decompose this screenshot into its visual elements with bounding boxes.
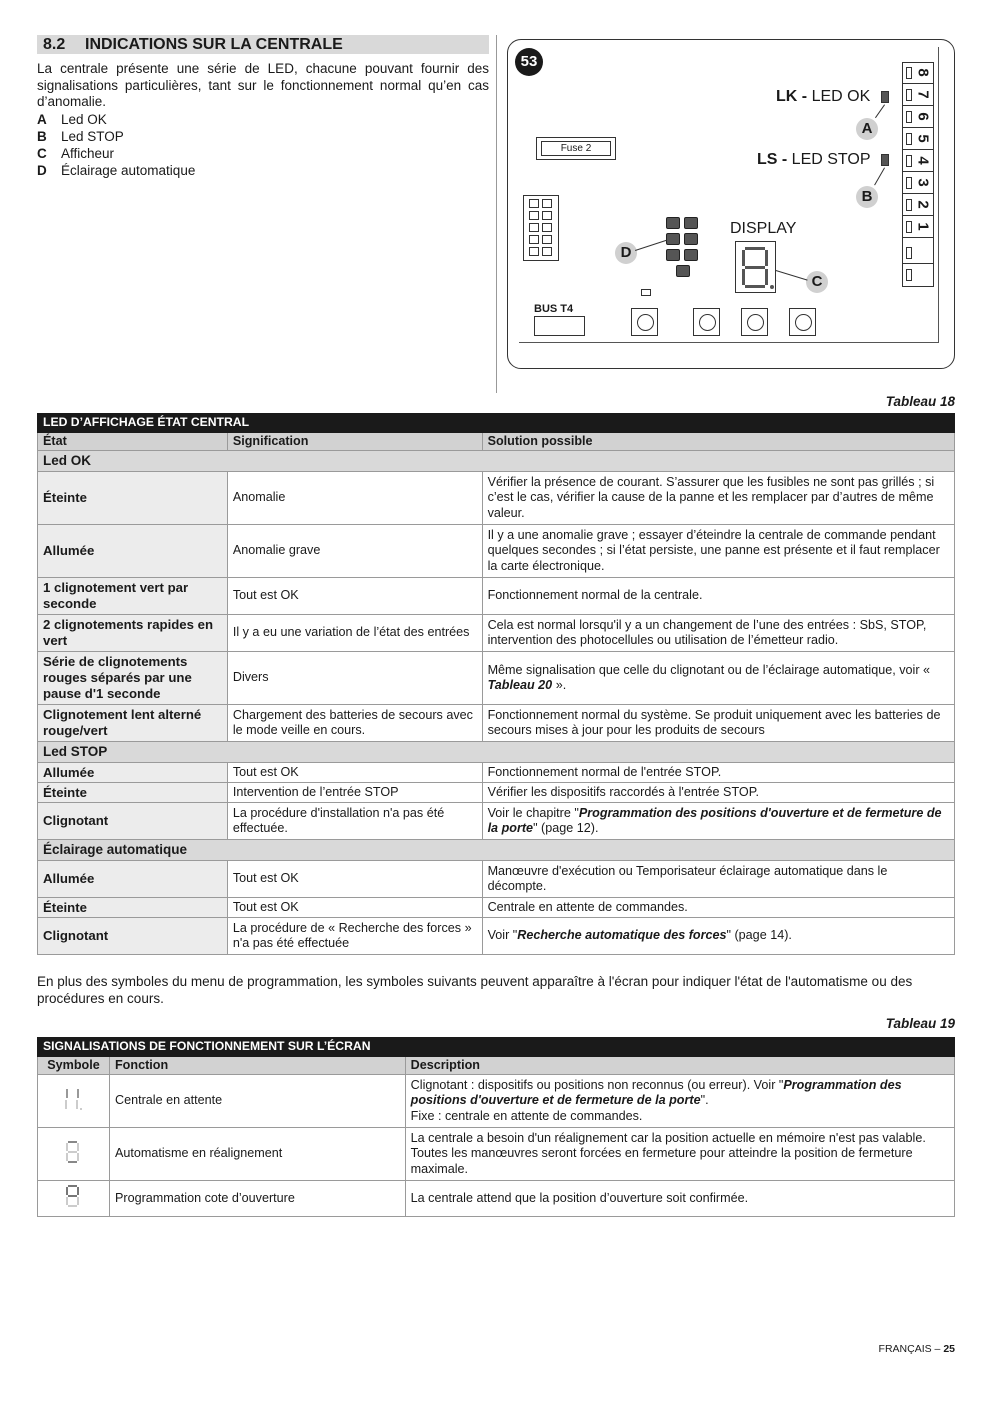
marker-c: C [806,271,828,293]
table-row [38,472,955,525]
solution-cell: Vérifier la présence de courant. S’assurer que les fusibles ne sont pas grillés ; si c’est le cas, vérifier la cause de la panne et les remplacer par d’autres de même valeur. [482,472,954,525]
table-title-row [38,1038,955,1057]
meaning-cell: Anomalie grave [227,525,482,578]
meaning-cell: Tout est OK [227,861,482,898]
light-led [684,233,698,245]
state-cell: Clignotant [38,803,228,840]
terminal-number: 2 [914,200,932,209]
terminal-number: 1 [914,222,932,231]
section-heading [37,35,489,54]
table-row [38,652,955,705]
terminal-number: 7 [914,90,932,99]
legend-key: D [37,163,47,178]
state-cell: Allumée [38,861,228,898]
terminal-block [902,62,934,287]
description-cell: La centrale a besoin d'un réalignement car la position actuelle en mémoire n'est pas valable. Toutes les manœuvres seront forcées en fermeture pour atteindre la position de fermeture maximale. [405,1128,954,1181]
section-title: INDICATIONS SUR LA CENTRALE [85,36,343,53]
table-row [38,803,955,840]
table-row [38,783,955,803]
table-header-row [38,1056,955,1075]
board-button [741,308,768,336]
page-number: 25 [943,1343,955,1355]
state-cell: Éteinte [38,783,228,803]
solution-cell: Fonctionnement normal du système. Se produit uniquement avec les batteries de secours mises à jour pour les produits de secours [482,705,954,742]
legend-label: Éclairage automatique [61,163,196,178]
meaning-cell: Tout est OK [227,898,482,918]
legend-item [37,162,195,179]
state-cell: Série de clignotements rouges séparés par une pause d'1 seconde [38,652,228,705]
terminal-number: 6 [914,112,932,121]
table-row [38,918,955,955]
fuse-label: Fuse 2 [541,141,611,156]
ls-led-label: LS - LED STOP [757,151,871,168]
bus-label: BUS T4 [534,303,574,315]
state-cell: Éteinte [38,472,228,525]
solution-cell: Cela est normal lorsqu'il y a un changement de l’une des entrées : SbS, STOP, intervention des photocellules ou utilisation de l’émetteur radio. [482,615,954,652]
group-name: Led OK [38,451,955,472]
group-name: Led STOP [38,742,955,763]
table19-caption: Tableau 19 [885,1016,955,1031]
terminal-number: 3 [914,178,932,187]
table-row [38,1181,955,1217]
fuse [536,137,616,160]
table-row [38,615,955,652]
terminal-cell [903,243,933,264]
display-label: DISPLAY [730,220,797,237]
solution-cell: Manœuvre d'exécution ou Temporisateur éclairage automatique dans le décompte. [482,861,954,898]
state-cell: Éteinte [38,898,228,918]
opening-position-symbol-icon [63,1182,83,1210]
meaning-cell: Tout est OK [227,578,482,615]
terminal-cell [903,129,933,150]
column-header: Signification [227,432,482,451]
column-header: Description [405,1056,954,1075]
table-row [38,705,955,742]
column-divider [496,35,497,393]
seven-segment-display [735,241,776,293]
bus-connector [534,316,585,336]
table18 [37,413,955,955]
legend-label: Led OK [61,112,107,127]
description-cell: La centrale attend que la position d’ouverture soit confirmée. [405,1181,954,1217]
meaning-cell: La procédure d'installation n'a pas été effectuée. [227,803,482,840]
connector [523,195,559,261]
meaning-cell: Anomalie [227,472,482,525]
table-header-row [38,432,955,451]
table-row [38,1128,955,1181]
solution-cell: Vérifier les dispositifs raccordés à l'entrée STOP. [482,783,954,803]
led-stop [881,154,889,166]
realignment-symbol-icon [63,1138,83,1166]
column-header: Fonction [109,1056,405,1075]
board-button [693,308,720,336]
table-row [38,898,955,918]
table18-caption: Tableau 18 [885,394,955,409]
display-symbol [38,1181,110,1217]
display-symbol [38,1128,110,1181]
terminal-cell [903,217,933,238]
legend-item [37,145,195,162]
legend-label: Led STOP [61,129,124,144]
board-button [631,308,658,336]
display-symbol [38,1075,110,1128]
group-row [38,742,955,763]
solution-cell: Voir "Recherche automatique des forces" (page 14). [482,918,954,955]
meaning-cell: Tout est OK [227,763,482,783]
terminal-cell [903,195,933,216]
marker-b: B [856,186,878,208]
terminal-number: 4 [914,156,932,165]
table-row [38,1075,955,1128]
table18-title: LED D’AFFICHAGE ÉTAT CENTRAL [38,414,955,433]
solution-cell: Centrale en attente de commandes. [482,898,954,918]
footer-language: FRANÇAIS – [878,1343,941,1355]
group-row [38,451,955,472]
figure-badge: 53 [515,48,543,76]
function-cell: Centrale en attente [109,1075,405,1128]
meaning-cell: Chargement des batteries de secours avec le mode veille en cours. [227,705,482,742]
state-cell: Clignotement lent alterné rouge/vert [38,705,228,742]
light-led [684,249,698,261]
light-led [666,249,680,261]
function-cell: Automatisme en réalignement [109,1128,405,1181]
waiting-symbol-icon [63,1085,83,1113]
solution-cell: Fonctionnement normal de la centrale. [482,578,954,615]
light-led [666,233,680,245]
board-button [789,308,816,336]
column-header: Solution possible [482,432,954,451]
solution-cell: Voir le chapitre "Programmation des positions d'ouverture et de fermeture de la porte" (page 12). [482,803,954,840]
column-header: Symbole [38,1056,110,1075]
solution-cell: Même signalisation que celle du clignotant ou de l’éclairage automatique, voir « Tableau 20 ». [482,652,954,705]
light-led [684,217,698,229]
description-cell: Clignotant : dispositifs ou positions non reconnus (ou erreur). Voir "Programmation des positions d'ouverture et de fermeture de la porte". Fixe : centrale en attente de commandes. [405,1075,954,1128]
state-cell: Clignotant [38,918,228,955]
state-cell: Allumée [38,763,228,783]
meaning-cell: Divers [227,652,482,705]
terminal-cell [903,63,933,84]
group-row [38,840,955,861]
legend-item [37,111,195,128]
small-led [641,289,651,296]
meaning-cell: Intervention de l’entrée STOP [227,783,482,803]
terminal-cell [903,265,933,286]
led-ok [881,91,889,103]
table-row [38,578,955,615]
intro-paragraph: La centrale présente une série de LED, chacune pouvant fournir des signalisations particulières, tant sur le fonctionnement normal qu’en cas d’anomalie. [37,61,489,109]
terminal-cell [903,107,933,128]
state-cell: Allumée [38,525,228,578]
legend-label: Afficheur [61,146,115,161]
table19-title: SIGNALISATIONS DE FONCTIONNEMENT SUR L’ÉCRAN [38,1038,955,1057]
legend-list [37,111,195,179]
table19 [37,1037,955,1217]
table-row [38,525,955,578]
terminal-cell [903,151,933,172]
table-row [38,861,955,898]
column-header: État [38,432,228,451]
state-cell: 2 clignotements rapides en vert [38,615,228,652]
function-cell: Programmation cote d’ouverture [109,1181,405,1217]
legend-key: B [37,129,47,144]
table-row [38,763,955,783]
meaning-cell: La procédure de « Recherche des forces » n'a pas été effectuée [227,918,482,955]
marker-a: A [856,118,878,140]
state-cell: 1 clignotement vert par seconde [38,578,228,615]
solution-cell: Il y a une anomalie grave ; essayer d’éteindre la centrale de commande pendant quelques secondes ; si l’état persiste, une panne est présente et il faut remplacer la carte électronique. [482,525,954,578]
solution-cell: Fonctionnement normal de l'entrée STOP. [482,763,954,783]
terminal-cell [903,85,933,106]
marker-d: D [615,242,637,264]
lk-led-label: LK - LED OK [776,88,871,105]
meaning-cell: Il y a eu une variation de l’état des entrées [227,615,482,652]
terminal-cell [903,173,933,194]
table-title-row [38,414,955,433]
light-led [666,217,680,229]
symbols-paragraph: En plus des symboles du menu de programmation, les symboles suivants peuvent apparaître à l'écran pour indiquer l'état de l'automatisme ou des procédures en cours. [37,974,913,1006]
terminal-number: 8 [914,68,932,77]
terminal-number: 5 [914,134,932,143]
light-led [676,265,690,277]
legend-key: C [37,146,47,161]
legend-item [37,128,195,145]
group-name: Éclairage automatique [38,840,955,861]
page-footer [879,1343,955,1355]
section-number: 8.2 [43,36,66,53]
legend-key: A [37,112,47,127]
control-board-diagram [507,39,955,369]
